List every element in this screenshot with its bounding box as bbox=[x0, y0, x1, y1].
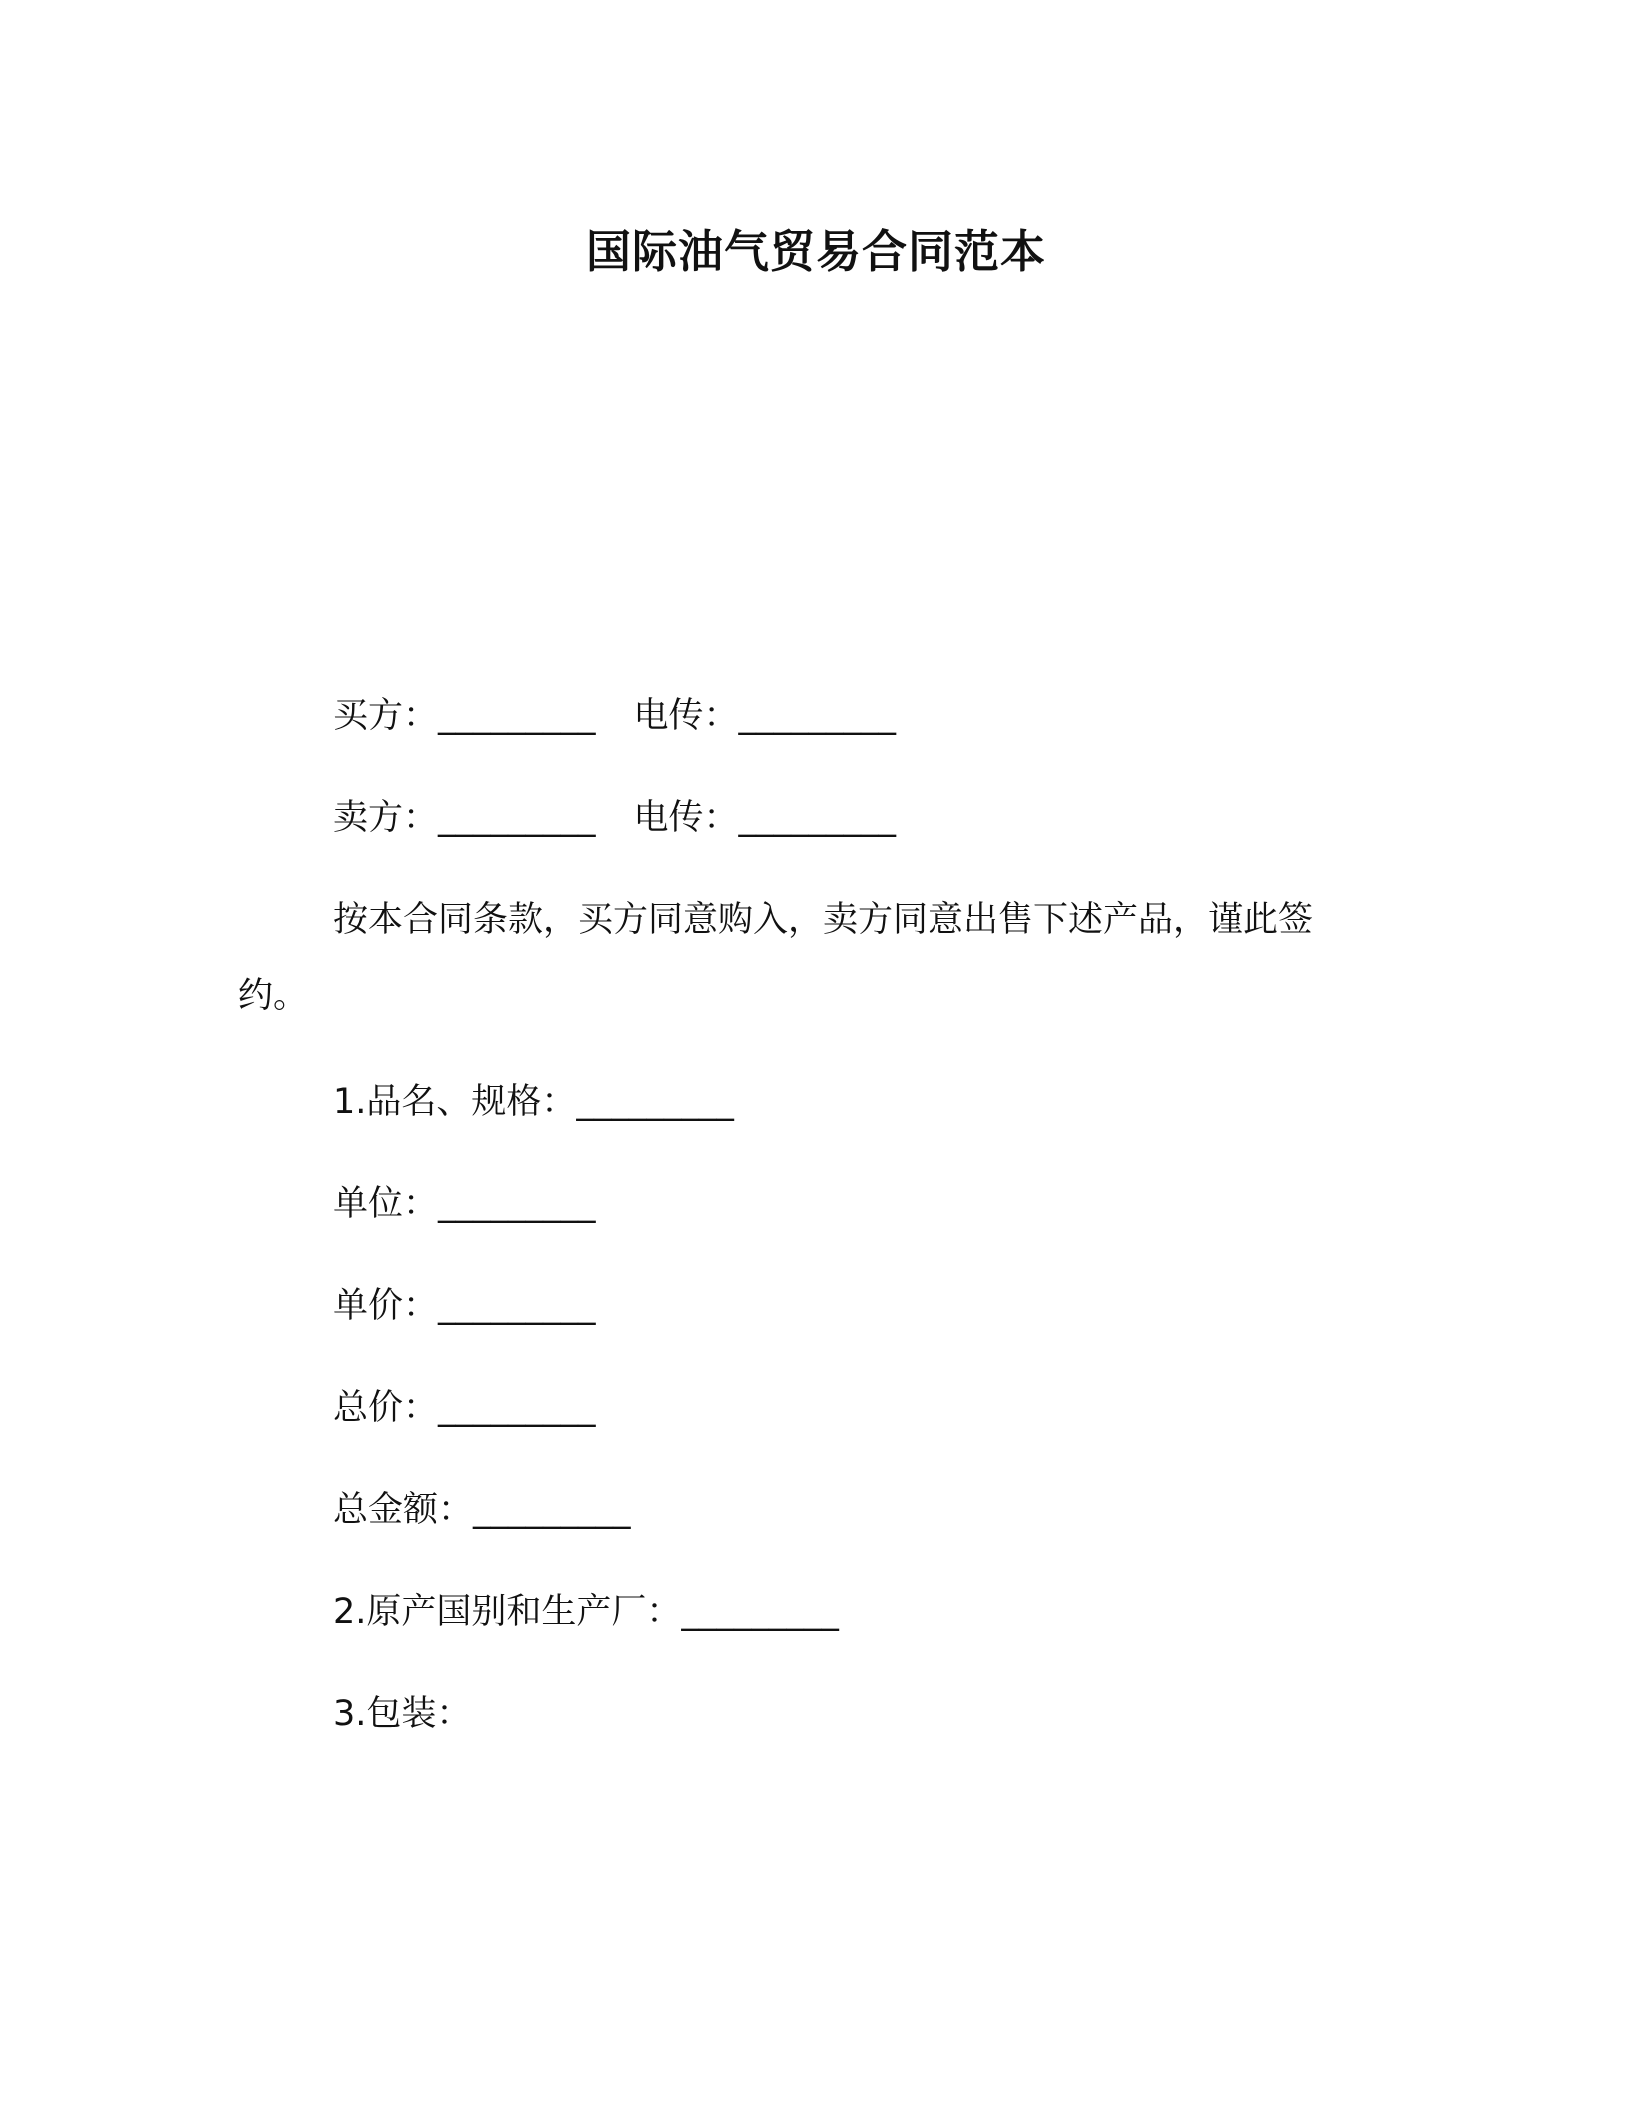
item-label: 总金额： bbox=[333, 1490, 474, 1530]
intro-paragraph-line-2: 约。 bbox=[238, 976, 309, 1016]
item-unit-price bbox=[333, 1282, 596, 1330]
item-origin-manufacturer bbox=[333, 1588, 839, 1636]
item-blank: _________ bbox=[473, 1490, 631, 1530]
seller-blank: _________ bbox=[438, 798, 596, 838]
buyer-fax-blank: _________ bbox=[738, 696, 897, 736]
item-unit bbox=[333, 1180, 596, 1228]
item-blank: _________ bbox=[681, 1592, 839, 1632]
buyer-line bbox=[333, 692, 896, 740]
document-title: 国际油气贸易合同范本 bbox=[585, 225, 1046, 278]
seller-fax-blank: _________ bbox=[738, 798, 897, 838]
item-blank: _________ bbox=[576, 1082, 734, 1122]
item-total-amount bbox=[333, 1486, 631, 1534]
item-blank: _________ bbox=[438, 1388, 596, 1428]
seller-line bbox=[333, 794, 896, 842]
buyer-blank: _________ bbox=[438, 696, 596, 736]
item-label: 2.原产国别和生产厂： bbox=[333, 1592, 682, 1632]
item-label: 单位： bbox=[333, 1184, 439, 1224]
item-total-price bbox=[333, 1384, 596, 1432]
seller-fax-label: 电传： bbox=[633, 798, 739, 838]
item-label: 1.品名、规格： bbox=[333, 1082, 577, 1122]
item-label: 单价： bbox=[333, 1286, 439, 1326]
intro-paragraph-line-1: 按本合同条款，买方同意购入，卖方同意出售下述产品，谨此签 bbox=[333, 900, 1314, 940]
item-blank: _________ bbox=[438, 1184, 596, 1224]
buyer-label: 买方： bbox=[333, 696, 439, 736]
item-label: 3.包装： bbox=[333, 1694, 472, 1734]
item-packaging bbox=[333, 1690, 471, 1738]
buyer-fax-label: 电传： bbox=[633, 696, 739, 736]
seller-label: 卖方： bbox=[333, 798, 439, 838]
item-blank: _________ bbox=[438, 1286, 596, 1326]
item-label: 总价： bbox=[333, 1388, 439, 1428]
item-product-spec bbox=[333, 1078, 734, 1126]
